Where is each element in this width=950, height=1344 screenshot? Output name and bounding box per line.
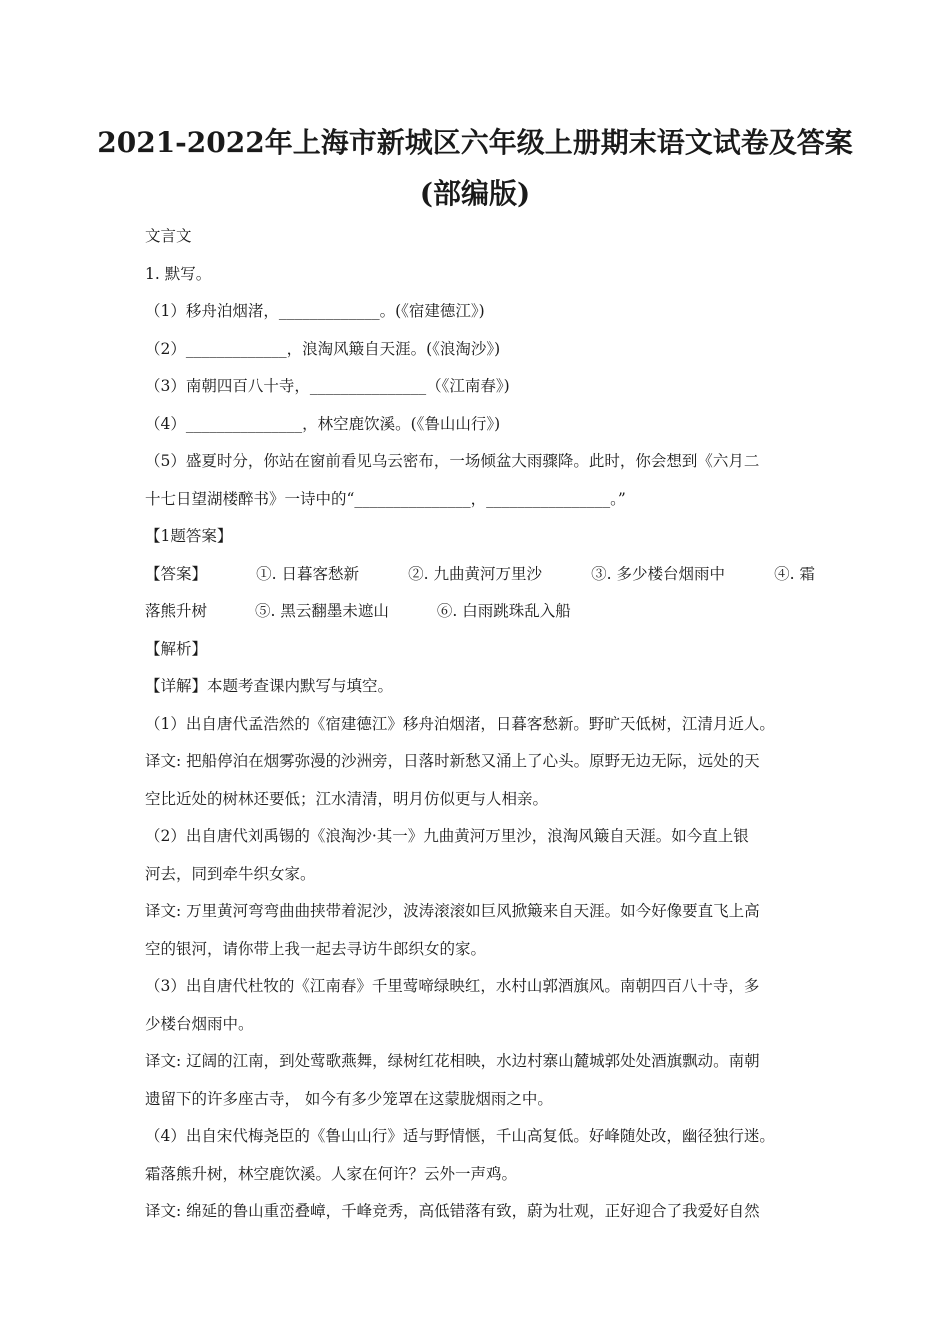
- explanation-line: 霜落熊升树，林空鹿饮溪。人家在何许？云外一声鸡。: [145, 1164, 518, 1183]
- explanation-line: 空的银河，请你带上我一起去寻访牛郎织女的家。: [145, 939, 487, 958]
- answer-item: ④. 霜: [774, 564, 815, 583]
- answer-item: ⑤. 黑云翻墨未遮山: [255, 602, 389, 620]
- question-item: 十七日望湖楼醉书》一诗中的“_______________，________________。”: [145, 489, 626, 508]
- detail-line: 【详解】本题考查课内默写与填空。: [145, 677, 394, 695]
- analysis-header: 【解析】: [145, 639, 208, 658]
- document-title-line-1: 2021-2022年上海市新城区六年级上册期末语文试卷及答案: [97, 126, 853, 159]
- answer-label: 【答案】: [145, 564, 208, 583]
- answer-item: 落熊升树: [145, 602, 208, 620]
- explanation-line: （1）出自唐代孟浩然的《宿建德江》移舟泊烟渚，日暮客愁新。野旷天低树，江清月近人。: [145, 714, 775, 733]
- answer-row-2: [145, 593, 815, 631]
- question-stem: 1. 默写。: [145, 264, 212, 283]
- explanation-line: 译文: 把船停泊在烟雾弥漫的沙洲旁，日落时新愁又涌上了心头。原野无边无际，远处的天: [145, 752, 760, 770]
- explanation-line: （2）出自唐代刘禹锡的《浪淘沙·其一》九曲黄河万里沙，浪淘风簸自天涯。如今直上银: [145, 827, 749, 845]
- explanation-line: 少楼台烟雨中。: [145, 1014, 254, 1033]
- question-item: （4）_______________，林空鹿饮溪。(《鲁山山行》): [145, 414, 501, 433]
- explanation-line: （3）出自唐代杜牧的《江南春》千里莺啼绿映红，水村山郭酒旗风。南朝四百八十寺，多: [145, 977, 760, 995]
- document-title-line-2: (部编版): [419, 177, 531, 210]
- answer-item: ③. 多少楼台烟雨中: [591, 564, 725, 583]
- document-body: [145, 218, 815, 1231]
- explanation-line: 遗留下的许多座古寺， 如今有多少笼罩在这蒙胧烟雨之中。: [145, 1089, 553, 1108]
- question-item: （2）_____________，浪淘风簸自天涯。(《浪淘沙》): [145, 339, 501, 358]
- answer-header: 【1题答案】: [145, 527, 233, 545]
- explanation-line: 译文: 绵延的鲁山重峦叠嶂，千峰竞秀，高低错落有致，蔚为壮观，正好迎合了我爱好自然: [145, 1202, 760, 1220]
- explanation-line: 空比近处的树林还要低；江水清清，明月仿似更与人相亲。: [145, 789, 549, 808]
- answer-row-1: [145, 556, 815, 594]
- question-item: （3）南朝四百八十寺，_______________（《江南春》): [145, 377, 510, 395]
- explanation-line: 译文: 辽阔的江南，到处莺歌燕舞，绿树红花相映，水边村寨山麓城郭处处酒旗飘动。南朝: [145, 1052, 760, 1070]
- question-item: （5）盛夏时分，你站在窗前看见乌云密布，一场倾盆大雨骤降。此时，你会想到《六月二: [145, 452, 760, 470]
- explanation-line: 河去，同到牵牛织女家。: [145, 864, 316, 883]
- question-item: （1）移舟泊烟渚，_____________。(《宿建德江》): [145, 302, 485, 320]
- answer-item: ①. 日暮客愁新: [256, 564, 359, 583]
- explanation-line: 译文: 万里黄河弯弯曲曲挟带着泥沙，波涛滚滚如巨风掀簸来自天涯。如今好像要直飞上高: [145, 902, 760, 920]
- answer-item: ②. 九曲黄河万里沙: [408, 564, 542, 583]
- section-heading: 文言文: [145, 227, 192, 245]
- answer-item: ⑥. 白雨跳珠乱入船: [436, 602, 571, 620]
- explanation-line: （4）出自宋代梅尧臣的《鲁山山行》适与野情惬，千山高复低。好峰随处改，幽径独行迷。: [145, 1127, 775, 1145]
